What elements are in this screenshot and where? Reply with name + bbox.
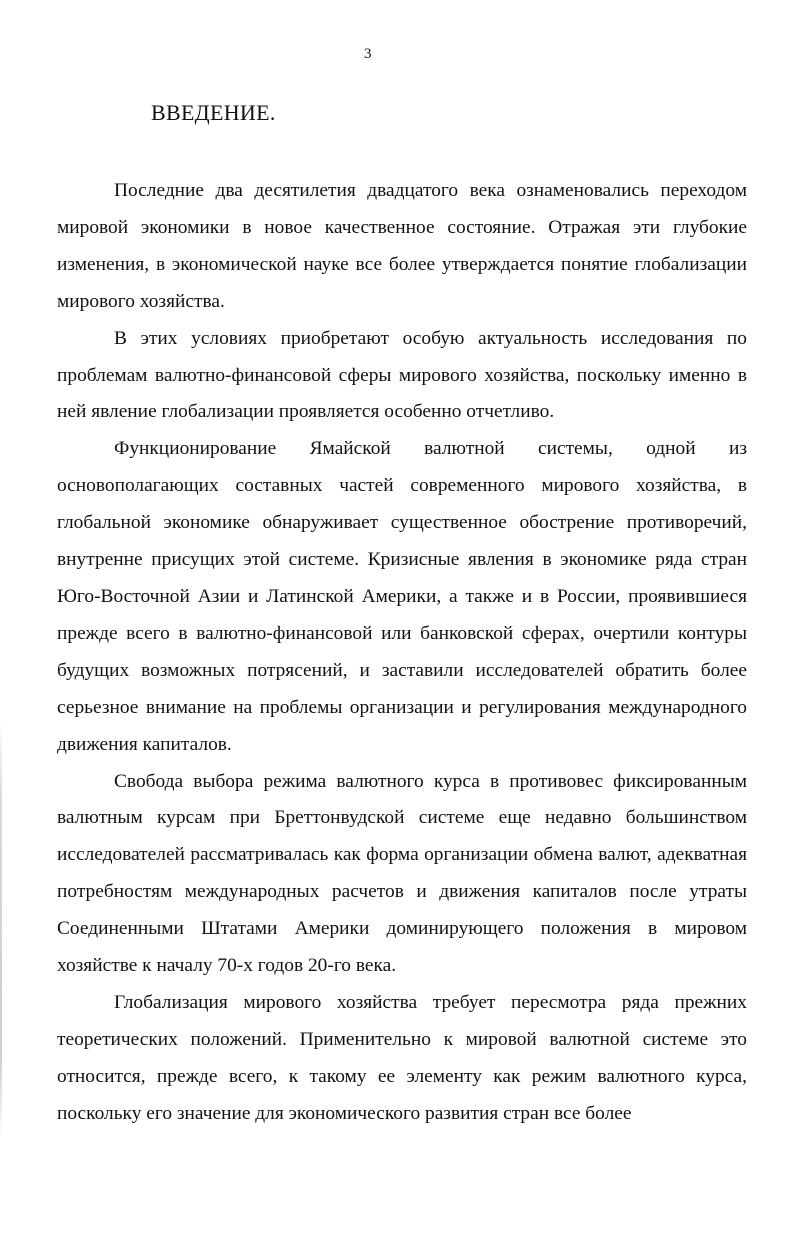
body-text (57, 173, 747, 1133)
paragraph-5: Глобализация мирового хозяйства требует пересмотра ряда прежних теоретических положений. Применительно к мировой валютной системе это относится, прежде всего, к такому ее элементу как режим валютного курса, поскольку его значение для экономического развития стран все более (57, 991, 747, 1124)
paragraph-1: Последние два десятилетия двадцатого века ознаменовались переходом мировой экономики в новое качественное состояние. Отражая эти глубокие изменения, в экономической науке все более утверждается понятие глобализации мирового хозяйства. (57, 180, 747, 312)
paragraph-3: Функционирование Ямайской валютной системы, одной из основополагающих составных частей современного мирового хозяйства, в глобальной экономике обнаруживает существенное обострение противоречий, внутренне присущих этой системе. Кризисные явления в экономике ряда стран Юго-Восточной Азии и Латинской Америки, а также и в России, проявившиеся прежде всего в валютно-финансовой или банковской сферах, очертили контуры будущих возможных потрясений, и заставили исследователей обратить более серьезное внимание на проблемы организации и регулирования международного движения капиталов. (57, 438, 747, 755)
paragraph-2: В этих условиях приобретают особую актуальность исследования по проблемам валютно-финансовой сферы мирового хозяйства, поскольку именно в ней явление глобализации проявляется особенно отчетливо. (57, 327, 747, 423)
page-number: 3 (364, 46, 372, 62)
paragraph-4: Свобода выбора режима валютного курса в противовес фиксированным валютным курсам при Бреттонвудской системе еще недавно большинством исследователей рассматривалась как форма организации обмена валют, адекватная потребностям международных расчетов и движения капиталов после утраты Соединенными Штатами Америки доминирующего положения в мировом хозяйстве к началу 70-х годов 20-го века. (57, 770, 747, 977)
scan-edge-shadow (0, 720, 2, 1140)
section-heading: ВВЕДЕНИЕ. (151, 100, 276, 125)
